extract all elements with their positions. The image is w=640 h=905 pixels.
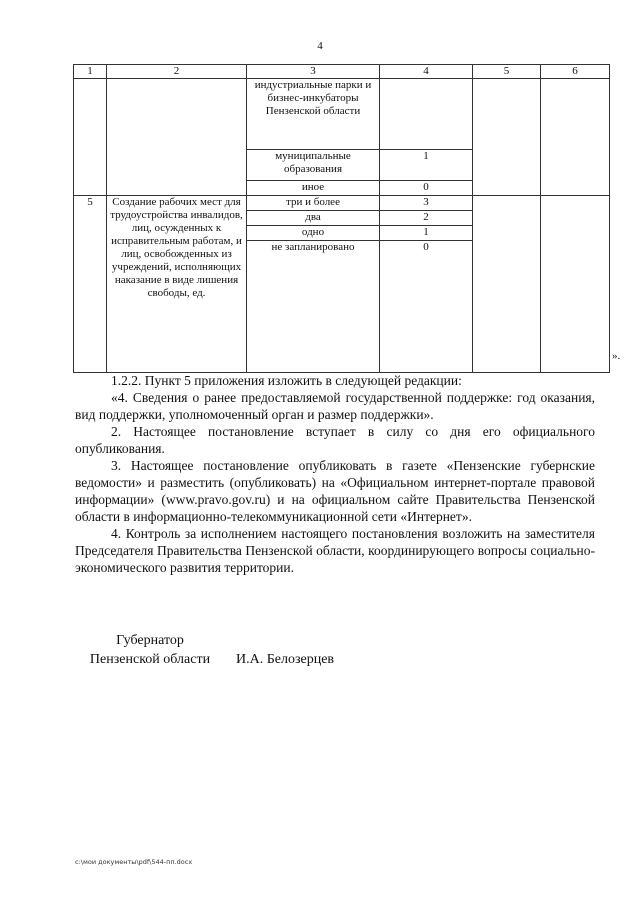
option-label: одно xyxy=(247,226,380,241)
paragraph-3: 3. Настоящее постановление опубликовать в газете «Пензенские губернские ведомости» и разместить (опубликовать) на «Официальном интернет-портале правовой информации» (www.pravo.gov.ru) и на официальном сайте Правительства Пензенской области в информационно-телекоммуникационной сети «Интернет». xyxy=(75,458,595,524)
table-cell-empty xyxy=(107,79,247,196)
option-label: два xyxy=(247,211,380,226)
option-score: 3 xyxy=(380,196,473,211)
paragraph-1-2-2: 1.2.2. Пункт 5 приложения изложить в следующей редакции: xyxy=(111,373,462,388)
signature-name: И.А. Белозерцев xyxy=(236,652,335,667)
table-cell-empty xyxy=(74,79,107,196)
table-cell-empty xyxy=(473,79,541,196)
option-score: 0 xyxy=(380,181,473,196)
table-cell-empty xyxy=(541,79,610,196)
paragraph-quote: «4. Сведения о ранее предоставляемой государственной поддержке: год оказания, вид поддержки, уполномоченный орган и размер поддержки». xyxy=(75,390,595,422)
option-score: 1 xyxy=(380,150,473,181)
option-label: муниципальные образования xyxy=(247,150,380,181)
table-header-cell: 4 xyxy=(380,65,473,79)
table-header-cell: 5 xyxy=(473,65,541,79)
document-body xyxy=(75,372,595,576)
criteria-table xyxy=(73,64,610,373)
footer-file-path: c:\мои документы\pdf\544-пп.docx xyxy=(75,858,193,866)
table-header-cell: 2 xyxy=(107,65,247,79)
table-cell-empty xyxy=(473,196,541,373)
table-header-cell: 1 xyxy=(74,65,107,79)
item-title: Создание рабочих мест для трудоустройства инвалидов, лиц, осужденных к исправительным работам, и лиц, освобожденных из учреждений, исполняющих наказание в виде лишения свободы, ед. xyxy=(107,196,247,373)
option-label: индустриальные парки и бизнес-инкубаторы Пензенской области xyxy=(247,79,380,150)
paragraph-2: 2. Настоящее постановление вступает в силу со дня его официального опубликования. xyxy=(75,424,595,456)
option-score: 1 xyxy=(380,226,473,241)
table-cell-empty xyxy=(541,196,610,373)
table-header-cell: 6 xyxy=(541,65,610,79)
option-label: не запланировано xyxy=(247,241,380,373)
option-label: иное xyxy=(247,181,380,196)
closing-quote-mark: ». xyxy=(612,350,621,362)
option-score xyxy=(380,79,473,150)
signature-title-line: Губернатор xyxy=(116,633,184,648)
option-score: 0 xyxy=(380,241,473,373)
page-number: 4 xyxy=(317,40,323,52)
signature-title-line: Пензенской области xyxy=(89,652,211,667)
table-header-cell: 3 xyxy=(247,65,380,79)
table-row xyxy=(74,196,610,211)
option-score: 2 xyxy=(380,211,473,226)
table-header-row xyxy=(74,65,610,79)
paragraph-4: 4. Контроль за исполнением настоящего постановления возложить на заместителя Председателя Правительства Пензенской области, координирующего вопросы социально-экономического развития территории. xyxy=(75,526,595,575)
table-row xyxy=(74,79,610,150)
option-label: три и более xyxy=(247,196,380,211)
signature-title xyxy=(80,631,220,669)
item-number: 5 xyxy=(74,196,107,373)
